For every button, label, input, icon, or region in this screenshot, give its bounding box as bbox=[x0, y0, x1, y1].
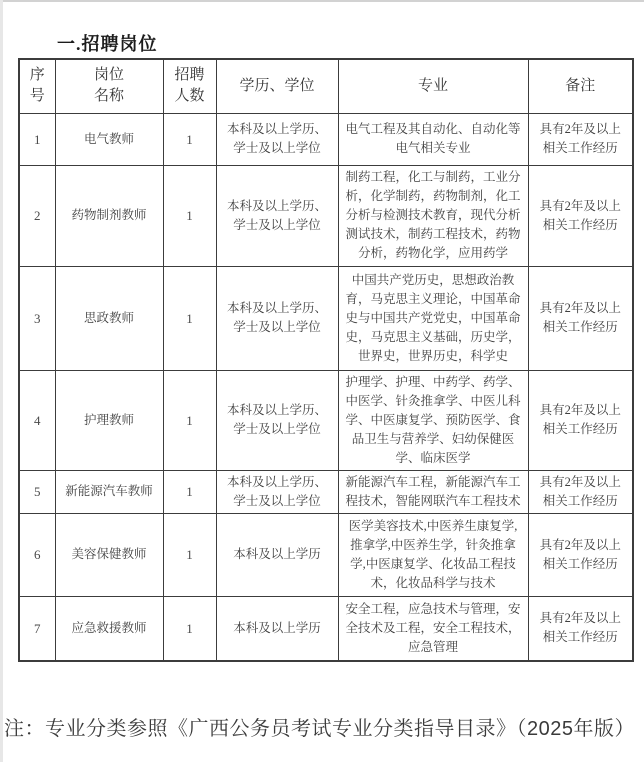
cell-count: 1 bbox=[163, 596, 216, 661]
cell-count: 1 bbox=[163, 370, 216, 470]
table-row bbox=[19, 165, 633, 266]
table-row bbox=[19, 596, 633, 661]
column-header-3 bbox=[216, 59, 338, 113]
table-row bbox=[19, 113, 633, 165]
cell-position: 应急救援教师 bbox=[55, 596, 163, 661]
section-title: 一.招聘岗位 bbox=[57, 34, 158, 54]
cell-position: 护理教师 bbox=[55, 370, 163, 470]
cell-no: 2 bbox=[19, 165, 55, 266]
cell-major: 制药工程，化工与制药，工业分析，化学制药，药物制剂，化工分析与检测技术教育，现代分析测试技术，制药工程技术，药物分析，药物化学，应用药学 bbox=[338, 165, 528, 266]
cell-education: 本科及以上学历 bbox=[216, 596, 338, 661]
column-header-0 bbox=[19, 59, 55, 113]
table-body bbox=[19, 113, 633, 661]
column-header-label: 序号 bbox=[29, 67, 45, 105]
cell-count: 1 bbox=[163, 113, 216, 165]
header-row bbox=[19, 59, 633, 113]
cell-count: 1 bbox=[163, 266, 216, 370]
cell-education: 本科及以上学历、学士及以上学位 bbox=[216, 370, 338, 470]
column-header-label: 备注 bbox=[565, 77, 596, 94]
cell-no: 1 bbox=[19, 113, 55, 165]
page-top-edge bbox=[0, 0, 644, 2]
cell-position: 美容保健教师 bbox=[55, 513, 163, 596]
column-header-label: 招聘人数 bbox=[174, 67, 205, 105]
cell-remark: 具有2年及以上相关工作经历 bbox=[528, 165, 633, 266]
cell-no: 3 bbox=[19, 266, 55, 370]
cell-count: 1 bbox=[163, 165, 216, 266]
cell-education: 本科及以上学历 bbox=[216, 513, 338, 596]
cell-no: 4 bbox=[19, 370, 55, 470]
cell-major: 新能源汽车工程，新能源汽车工程技术，智能网联汽车工程技术 bbox=[338, 470, 528, 513]
column-header-label: 岗位名称 bbox=[93, 67, 124, 105]
table-row bbox=[19, 470, 633, 513]
cell-remark: 具有2年及以上相关工作经历 bbox=[528, 370, 633, 470]
table-row bbox=[19, 266, 633, 370]
column-header-label: 专业 bbox=[417, 77, 448, 94]
cell-major: 医学美容技术,中医养生康复学,推拿学,中医养生学，针灸推拿学,中医康复学、化妆品工程技术，化妆品科学与技术 bbox=[338, 513, 528, 596]
cell-remark: 具有2年及以上相关工作经历 bbox=[528, 470, 633, 513]
cell-remark: 具有2年及以上相关工作经历 bbox=[528, 513, 633, 596]
cell-position: 药物制剂教师 bbox=[55, 165, 163, 266]
table-row bbox=[19, 370, 633, 470]
cell-no: 7 bbox=[19, 596, 55, 661]
recruitment-table bbox=[18, 58, 634, 662]
cell-position: 思政教师 bbox=[55, 266, 163, 370]
cell-education: 本科及以上学历、学士及以上学位 bbox=[216, 266, 338, 370]
column-header-5 bbox=[528, 59, 633, 113]
cell-education: 本科及以上学历、学士及以上学位 bbox=[216, 113, 338, 165]
table-row bbox=[19, 513, 633, 596]
column-header-2 bbox=[163, 59, 216, 113]
cell-education: 本科及以上学历、学士及以上学位 bbox=[216, 470, 338, 513]
footnote: 注：专业分类参照《广西公务员考试专业分类指导目录》（2025年版） bbox=[4, 718, 635, 740]
cell-count: 1 bbox=[163, 513, 216, 596]
cell-no: 5 bbox=[19, 470, 55, 513]
cell-remark: 具有2年及以上相关工作经历 bbox=[528, 596, 633, 661]
column-header-1 bbox=[55, 59, 163, 113]
cell-count: 1 bbox=[163, 470, 216, 513]
cell-no: 6 bbox=[19, 513, 55, 596]
cell-position: 电气教师 bbox=[55, 113, 163, 165]
column-header-label: 学历、学位 bbox=[239, 77, 315, 94]
cell-major: 安全工程，应急技术与管理，安全技术及工程，安全工程技术，应急管理 bbox=[338, 596, 528, 661]
cell-position: 新能源汽车教师 bbox=[55, 470, 163, 513]
column-header-4 bbox=[338, 59, 528, 113]
cell-major: 护理学、护理、中药学、药学、中医学、针灸推拿学、中医儿科学、中医康复学、预防医学、食品卫生与营养学、妇幼保健医学、临床医学 bbox=[338, 370, 528, 470]
cell-remark: 具有2年及以上相关工作经历 bbox=[528, 266, 633, 370]
cell-education: 本科及以上学历、学士及以上学位 bbox=[216, 165, 338, 266]
cell-major: 电气工程及其自动化、自动化等电气相关专业 bbox=[338, 113, 528, 165]
cell-major: 中国共产党历史，思想政治教育，马克思主义理论，中国革命史与中国共产党党史，中国革命史，马克思主义基础，历史学，世界史，世界历史，科学史 bbox=[338, 266, 528, 370]
page-left-edge bbox=[0, 0, 3, 762]
cell-remark: 具有2年及以上相关工作经历 bbox=[528, 113, 633, 165]
